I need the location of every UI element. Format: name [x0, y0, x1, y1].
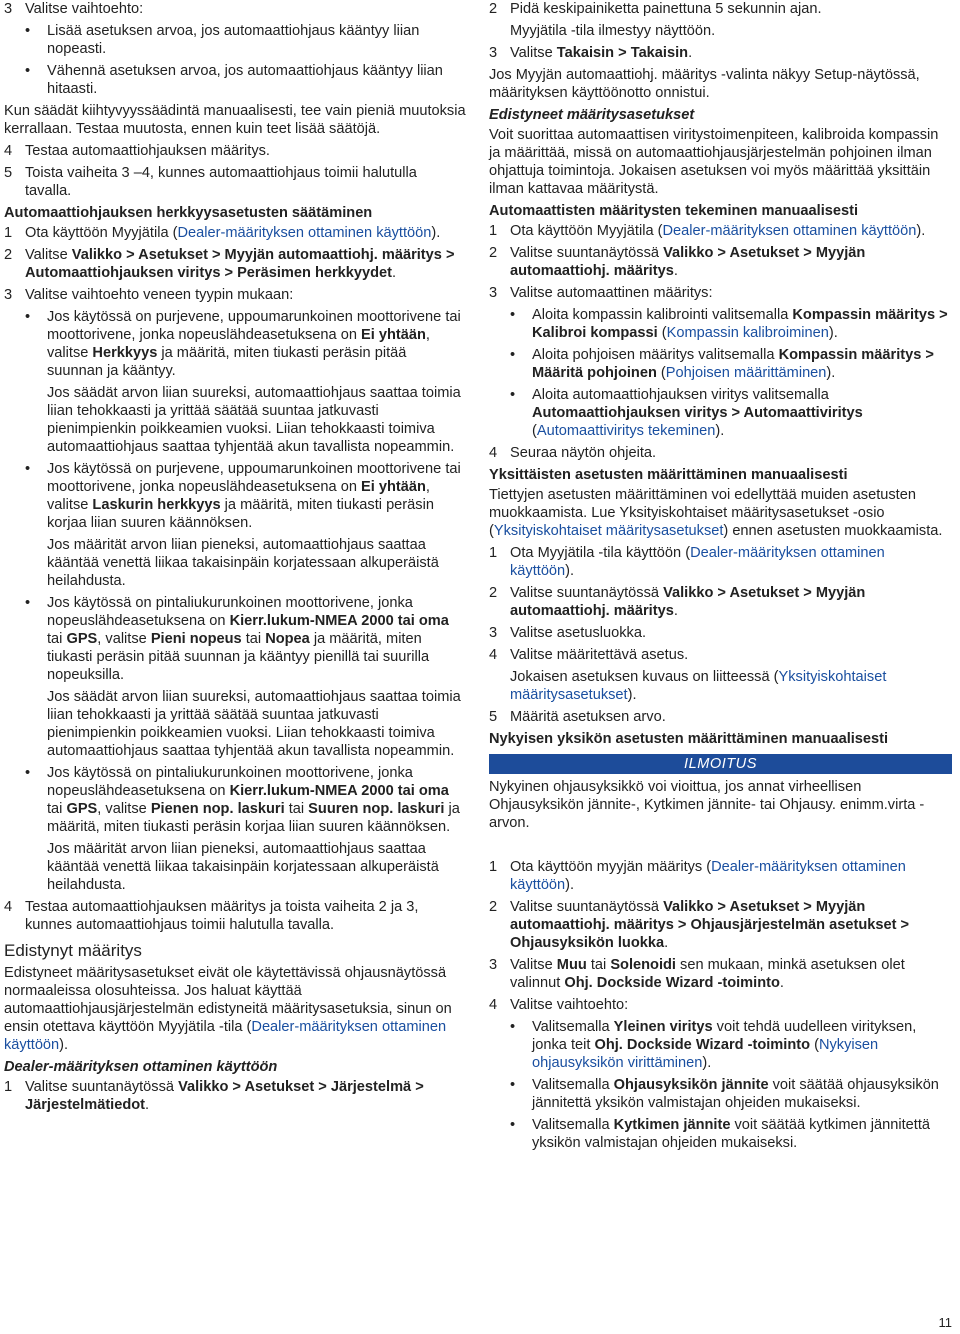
list-item: • Jos käytössä on purjevene, uppoumarunkoinen moottorivene tai moottorivene, jonka nopeuslähdeasetuksena on Ei yhtään, valitse Herkkyys ja määritä, miten tiukasti peräsin pitää suunnan ja kääntyy. [25, 309, 461, 379]
crossref-link[interactable]: Automaattiviritys tekeminen [536, 423, 716, 439]
section-heading: Yksittäisten asetusten määrittäminen manuaalisesti [489, 467, 848, 483]
step-1: 1 Ota Myyjätila -tila käyttöön (Dealer-määrityksen ottaminen käyttöön). [489, 545, 885, 579]
crossref-link[interactable]: Dealer-määrityksen ottaminen käyttöön [662, 223, 917, 239]
sub-paragraph: Jos määrität arvon liian pieneksi, automaattiohjaus saattaa kääntää venettä liikaa takaisinpäin korjatessaan alkuperäistä heilahdusta. [47, 841, 439, 893]
step-2: 2 Valitse suuntanäytössä Valikko > Asetukset > Myyjän automaattiohj. määritys > Ohjausjärjestelmän asetukset > Ohjausyksikön luokka. [489, 899, 910, 951]
section-heading: Edistynyt määritys [4, 941, 142, 960]
list-item: • Valitsemalla Yleinen viritys voit tehdä uudelleen virityksen, jonka teit Ohj. Dockside Wizard -toiminto (Nykyisen ohjausyksikön virittäminen). [510, 1019, 917, 1071]
paragraph: Edistyneet määritysasetukset eivät ole käytettävissä ohjausnäytössä normaaleissa olosuhteissa. Jos haluat käyttää automaattiohjausjärjestelmän edistyneitä määritysasetuksia, sinun on ensin otettava käyttöön Myyjätila -tila (Dealer-määrityksen ottaminen käyttöön). [4, 965, 452, 1053]
step-1: 1 Ota käyttöön Myyjätila (Dealer-määrityksen ottaminen käyttöön). [489, 223, 926, 239]
paragraph: Jos Myyjän automaattiohj. määritys -valinta näkyy Setup-näytössä, määrityksen käyttöönotto onnistui. [489, 67, 920, 101]
page-number: 11 [938, 1315, 952, 1330]
step-3: 3 Valitse vaihtoehto veneen tyypin mukaan: [4, 287, 294, 303]
list-item: • Aloita kompassin kalibrointi valitsemalla Kompassin määritys > Kalibroi kompassi (Kompassin kalibroiminen). [510, 307, 948, 341]
subsection-heading: Edistyneet määritysasetukset [489, 107, 695, 123]
notice-text: Nykyinen ohjausyksikkö voi vioittua, jos annat virheellisen Ohjausyksikön jännite-, Kytkimen jännite- tai Ohjausy. enimm.virta -arvon. [489, 779, 925, 831]
crossref-link[interactable]: Dealer-määrityksen ottaminen käyttöön [510, 859, 906, 893]
paragraph: Kun säädät kiihtyvyyssäädintä manuaalisesti, tee vain pieniä muutoksia kerrallaan. Testaa muutosta, ennen kuin teet lisää säätöjä. [4, 103, 466, 137]
list-item-text: Lisää asetuksen arvoa, jos automaattiohjaus kääntyy liian nopeasti. [47, 23, 420, 57]
right-column [489, 0, 952, 1156]
step-2: 2 Pidä keskipainiketta painettuna 5 sekunnin ajan. [489, 1, 822, 17]
list-item: • Vähennä asetuksen arvoa, jos automaattiohjaus kääntyy liian hitaasti. [25, 63, 443, 97]
paragraph: Tiettyjen asetusten määrittäminen voi edellyttää muiden asetusten muokkaamista. Lue Yksityiskohtaiset määritysasetukset -osio (Yksityiskohtaiset määritysasetukset) ennen asetusten muokkaamista. [489, 487, 943, 539]
crossref-link[interactable]: Dealer-määrityksen ottaminen käyttöön [510, 545, 885, 579]
step-3: 3 Valitse automaattinen määritys: [489, 285, 713, 301]
step-1: 1 Ota käyttöön myyjän määritys (Dealer-määrityksen ottaminen käyttöön). [489, 859, 906, 893]
subsection-heading: Dealer-määrityksen ottaminen käyttöön [4, 1059, 278, 1075]
step-text: Testaa automaattiohjauksen määritys. [25, 143, 270, 159]
step-3: 3 Valitse Muu tai Solenoidi sen mukaan, minkä asetuksen olet valinnut Ohj. Dockside Wizard -toiminto. [489, 957, 905, 991]
step-5: 5 Toista vaiheita 3 –4, kunnes automaattiohjaus toimii halutulla tavalla. [4, 165, 417, 199]
step-3: 3 Valitse vaihtoehto: [4, 1, 144, 17]
menu-path: Valikko > Asetukset > Myyjän automaattiohj. määritys > Automaattiohjauksen viritys > Peräsimen herkkyydet [25, 247, 455, 281]
list-item: • Jos käytössä on purjevene, uppoumarunkoinen moottorivene tai moottorivene, jonka nopeuslähdeasetuksena on Ei yhtään, valitse Laskurin herkkyys ja määritä, miten tiukasti peräsin korjaa liian suuren käännöksen. [25, 461, 461, 531]
crossref-link[interactable]: Dealer-määrityksen ottaminen käyttöön [4, 1019, 447, 1053]
sub-paragraph: Jos säädät arvon liian suureksi, automaattiohjaus saattaa toimia liian tehokkaasti ja yrittää säätää suuntaa jatkuvasti pienimpienkin poikkeamien vuoksi. Liian tehokkaasti toimiva automaattiohjaus saattaa tyhjentää akun tavallista nopeammin. [47, 385, 461, 455]
crossref-link[interactable]: Kompassin kalibroiminen [666, 325, 829, 341]
step-4: 4 Testaa automaattiohjauksen määritys. [4, 143, 270, 159]
sub-paragraph: Myyjätila -tila ilmestyy näyttöön. [510, 23, 716, 39]
list-item: • Valitsemalla Ohjausyksikön jännite voit säätää ohjausyksikön jännitettä yksikön valmistajan ohjeiden mukaiseksi. [510, 1077, 939, 1111]
sub-paragraph: Jos määrität arvon liian pieneksi, automaattiohjaus saattaa kääntää venettä liikaa takaisinpäin korjatessaan alkuperäistä heilahdusta. [47, 537, 439, 589]
crossref-link[interactable]: Pohjoisen määrittäminen [665, 365, 827, 381]
step-5: 5 Määritä asetuksen arvo. [489, 709, 666, 725]
section-heading: Nykyisen yksikön asetusten määrittäminen manuaalisesti [489, 731, 889, 747]
step-4: 4 Seuraa näytön ohjeita. [489, 445, 657, 461]
crossref-link[interactable]: Nykyisen ohjausyksikön virittäminen [532, 1037, 879, 1071]
sub-paragraph: Jokaisen asetuksen kuvaus on liitteessä (Yksityiskohtaiset määritysasetukset). [510, 669, 887, 703]
list-item: • Valitsemalla Kytkimen jännite voit säätää kytkimen jännitettä yksikön valmistajan ohjeiden mukaiseksi. [510, 1117, 930, 1151]
list-item: • Aloita automaattiohjauksen viritys valitsemalla Automaattiohjauksen viritys > Automaattiviritys (Automaattiviritys tekeminen). [510, 387, 863, 439]
step-2: 2 Valitse suuntanäytössä Valikko > Asetukset > Myyjän automaattiohj. määritys. [489, 245, 866, 279]
left-column [4, 0, 466, 1118]
step-1: 1 Ota käyttöön Myyjätila (Dealer-määrityksen ottaminen käyttöön). [4, 225, 441, 241]
list-item: • Jos käytössä on pintaliukurunkoinen moottorivene, jonka nopeuslähdeasetuksena on Kierr.lukum-NMEA 2000 tai oma tai GPS, valitse Pienen nop. laskuri tai Suuren nop. laskuri ja määritä, miten tiukasti peräsin korjaa liian suuren käännöksen. [25, 765, 460, 835]
step-4: 4 Valitse vaihtoehto: [489, 997, 629, 1013]
step-text: Valitse vaihtoehto: [25, 1, 144, 17]
section-heading: Automaattiohjauksen herkkyysasetusten säätäminen [4, 205, 373, 221]
step-1: 1 Valitse suuntanäytössä Valikko > Asetukset > Järjestelmä > Järjestelmätiedot. [4, 1079, 424, 1113]
list-item-text: Vähennä asetuksen arvoa, jos automaattiohjaus kääntyy liian hitaasti. [47, 63, 443, 97]
section-heading: Automaattisten määritysten tekeminen manuaalisesti [489, 203, 859, 219]
crossref-link[interactable]: Yksityiskohtaiset määritysasetukset [493, 523, 724, 539]
step-2: 2 Valitse suuntanäytössä Valikko > Asetukset > Myyjän automaattiohj. määritys. [489, 585, 866, 619]
step-2: 2 Valitse Valikko > Asetukset > Myyjän automaattiohj. määritys > Automaattiohjauksen viritys > Peräsimen herkkyydet. [4, 247, 455, 281]
crossref-link[interactable]: Dealer-määrityksen ottaminen käyttöön [177, 225, 432, 241]
step-4: 4 Valitse määritettävä asetus. [489, 647, 689, 663]
list-item: • Lisää asetuksen arvoa, jos automaattiohjaus kääntyy liian nopeasti. [25, 23, 420, 57]
paragraph: Voit suorittaa automaattisen viritystoimenpiteen, kalibroida kompassin ja määrittää, missä on automaattiohjausjärjestelmän pohjoinen ilman ohjattuja toimintoja. Jokaisen asetuksen voi myös määrittää yksittäin ilman kattavaa määritystä. [489, 127, 939, 197]
sub-paragraph: Jos säädät arvon liian suureksi, automaattiohjaus saattaa toimia liian tehokkaasti ja yrittää säätää suuntaa jatkuvasti pienimpienkin poikkeamien vuoksi. Liian tehokkaasti toimiva automaattiohjaus saattaa tyhjentää akun tavallista nopeammin. [47, 689, 461, 759]
list-item: • Jos käytössä on pintaliukurunkoinen moottorivene, jonka nopeuslähdeasetuksena on Kierr.lukum-NMEA 2000 tai oma tai GPS, valitse Pieni nopeus tai Nopea ja määritä, miten tiukasti peräsin pitää suunnan ja kääntyy pienillä tai suurilla nopeuksilla. [25, 595, 449, 683]
crossref-link[interactable]: Yksityiskohtaiset määritysasetukset [510, 669, 887, 703]
step-3: 3 Valitse Takaisin > Takaisin. [489, 45, 693, 61]
step-4: 4 Testaa automaattiohjauksen määritys ja toista vaiheita 2 ja 3, kunnes automaattiohjaus toimii halutulla tavalla. [4, 899, 419, 933]
notice-banner: ILMOITUS [489, 754, 952, 774]
list-item: • Aloita pohjoisen määritys valitsemalla Kompassin määritys > Määritä pohjoinen (Pohjoisen määrittäminen). [510, 347, 934, 381]
step-3: 3 Valitse asetusluokka. [489, 625, 647, 641]
step-text: Toista vaiheita 3 –4, kunnes automaattiohjaus toimii halutulla tavalla. [25, 165, 417, 199]
